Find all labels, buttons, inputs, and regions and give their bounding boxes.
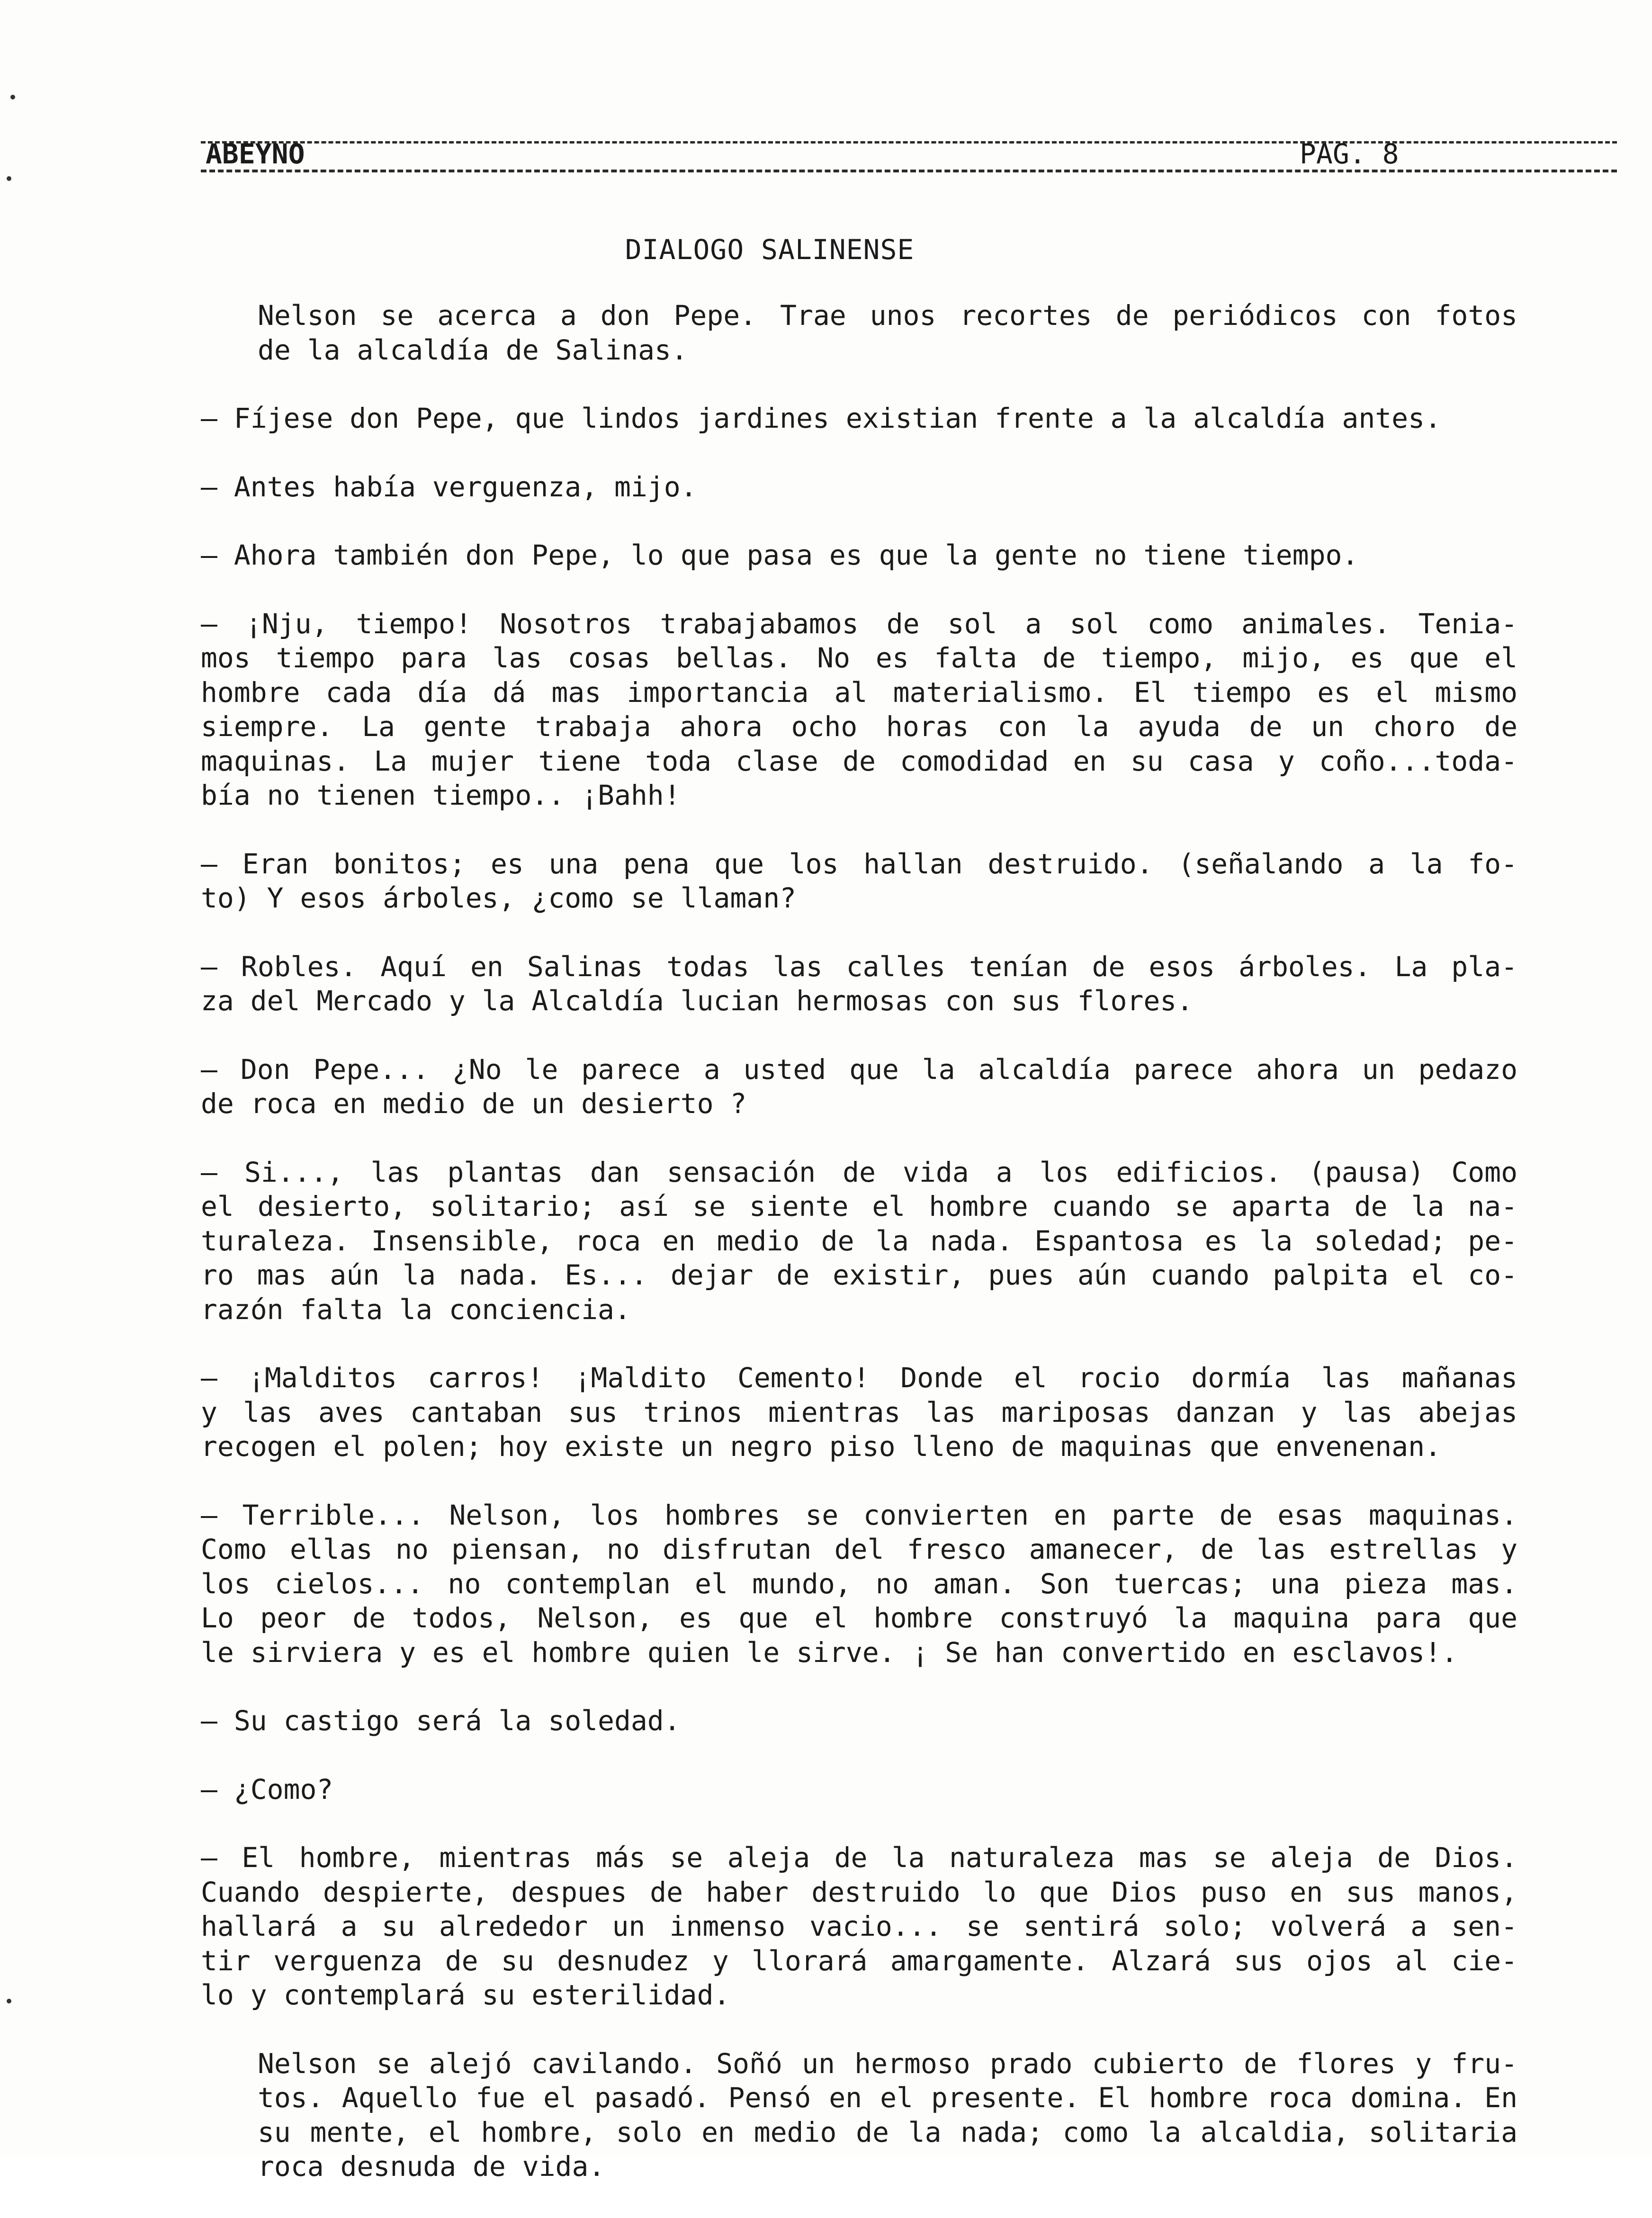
text-line: — Fíjese don Pepe, que lindos jardines existian frente a la alcaldía antes.	[201, 402, 1441, 434]
text-line: turaleza. Insensible, roca en medio de la nada. Espantosa es la soledad; pe-	[201, 1224, 1517, 1257]
text-line: — ¿Como?	[201, 1773, 333, 1805]
text-line: — Don Pepe... ¿No le parece a usted que la alcaldía parece ahora un pedazo	[201, 1053, 1517, 1086]
text-line: — Robles. Aquí en Salinas todas las calles tenían de esos árboles. La pla-	[201, 950, 1517, 983]
paragraph	[201, 1704, 1517, 1738]
paragraph	[201, 538, 1517, 573]
header-publication-name: ABEYNO	[206, 138, 305, 170]
text-line: — Si..., las plantas dan sensación de vida a los edificios. (pausa) Como	[201, 1156, 1517, 1188]
text-line: — ¡Nju, tiempo! Nosotros trabajabamos de sol a sol como animales. Tenia-	[201, 607, 1517, 640]
text-line: Como ellas no piensan, no disfrutan del fresco amanecer, de las estrellas y	[201, 1533, 1517, 1565]
paragraph	[201, 1155, 1517, 1327]
text-line: siempre. La gente trabaja ahora ocho horas con la ayuda de un choro de	[201, 710, 1517, 743]
text-line: — Su castigo será la soledad.	[201, 1705, 681, 1737]
text-line: hombre cada día dá mas importancia al materialismo. El tiempo es el mismo	[201, 676, 1517, 709]
text-line: tos. Aquello fue el pasadó. Pensó en el presente. El hombre roca domina. En	[258, 2082, 1517, 2114]
paragraph	[201, 950, 1517, 1018]
text-line: — Ahora también don Pepe, lo que pasa es que la gente no tiene tiempo.	[201, 539, 1359, 571]
paragraph	[201, 607, 1517, 813]
text-line: — ¡Malditos carros! ¡Maldito Cemento! Donde el rocio dormía las mañanas	[201, 1362, 1517, 1394]
text-line: el desierto, solitario; así se siente el hombre cuando se aparta de la na-	[201, 1190, 1517, 1222]
text-line: recogen el polen; hoy existe un negro piso lleno de maquinas que envenenan.	[201, 1430, 1441, 1463]
text-line: le sirviera y es el hombre quien le sirve. ¡ Se han convertido en esclavos!.	[201, 1636, 1458, 1669]
header-rule-top	[201, 141, 1617, 144]
header-page-number: PAG. 8	[1300, 138, 1399, 170]
margin-dot	[10, 95, 15, 99]
text-line: ro mas aún la nada. Es... dejar de existir, pues aún cuando palpita el co-	[201, 1259, 1517, 1291]
margin-dot	[7, 1999, 11, 2003]
text-line: — Antes había verguenza, mijo.	[201, 470, 697, 503]
text-line: — Terrible... Nelson, los hombres se convierten en parte de esas maquinas.	[201, 1499, 1517, 1531]
paragraph	[201, 1361, 1517, 1464]
margin-dot	[7, 176, 11, 181]
header-rule-bottom	[201, 170, 1617, 172]
text-line: razón falta la conciencia.	[201, 1293, 631, 1326]
text-line: maquinas. La mujer tiene toda clase de comodidad en su casa y coño...toda-	[201, 745, 1517, 777]
text-line: Lo peor de todos, Nelson, es que el hombre construyó la maquina para que	[201, 1602, 1517, 1634]
text-line: de roca en medio de un desierto ?	[201, 1087, 747, 1120]
paragraph	[201, 847, 1517, 916]
document-title: DIALOGO SALINENSE	[625, 233, 915, 266]
document-body	[201, 298, 1517, 2218]
text-line: hallará a su alrededor un inmenso vacio... se sentirá solo; volverá a sen-	[201, 1910, 1517, 1942]
page-header	[201, 137, 1617, 171]
text-line: to) Y esos árboles, ¿como se llaman?	[201, 882, 797, 914]
text-line: — El hombre, mientras más se aleja de la naturaleza mas se aleja de Dios.	[201, 1841, 1517, 1874]
paragraph	[201, 1052, 1517, 1121]
paragraph	[201, 1772, 1517, 1807]
text-line: za del Mercado y la Alcaldía lucian hermosas con sus flores.	[201, 985, 1194, 1017]
text-line: tir verguenza de su desnudez y llorará amargamente. Alzará sus ojos al cie-	[201, 1944, 1517, 1977]
text-line: y las aves cantaban sus trinos mientras las mariposas danzan y las abejas	[201, 1396, 1517, 1428]
paragraph	[201, 298, 1517, 367]
text-line: Nelson se acerca a don Pepe. Trae unos recortes de periódicos con fotos	[258, 299, 1517, 332]
paragraph	[201, 2047, 1517, 2184]
text-line: Cuando despierte, despues de haber destruido lo que Dios puso en sus manos,	[201, 1876, 1517, 1908]
paragraph	[201, 1841, 1517, 2012]
paragraph	[201, 470, 1517, 504]
text-line: — Eran bonitos; es una pena que los hallan destruido. (señalando a la fo-	[201, 847, 1517, 880]
text-line: bía no tienen tiempo.. ¡Bahh!	[201, 779, 681, 811]
text-line: roca desnuda de vida.	[258, 2150, 605, 2182]
text-line: los cielos... no contemplan el mundo, no aman. Son tuercas; una pieza mas.	[201, 1567, 1517, 1600]
text-line: Nelson se alejó cavilando. Soñó un hermoso prado cubierto de flores y fru-	[258, 2047, 1517, 2080]
text-line: de la alcaldía de Salinas.	[258, 333, 688, 366]
text-line: su mente, el hombre, solo en medio de la nada; como la alcaldia, solitaria	[258, 2116, 1517, 2148]
paragraph	[201, 1498, 1517, 1670]
text-line: lo y contemplará su esterilidad.	[201, 1979, 730, 2011]
paragraph	[201, 401, 1517, 436]
text-line: mos tiempo para las cosas bellas. No es falta de tiempo, mijo, es que el	[201, 642, 1517, 674]
